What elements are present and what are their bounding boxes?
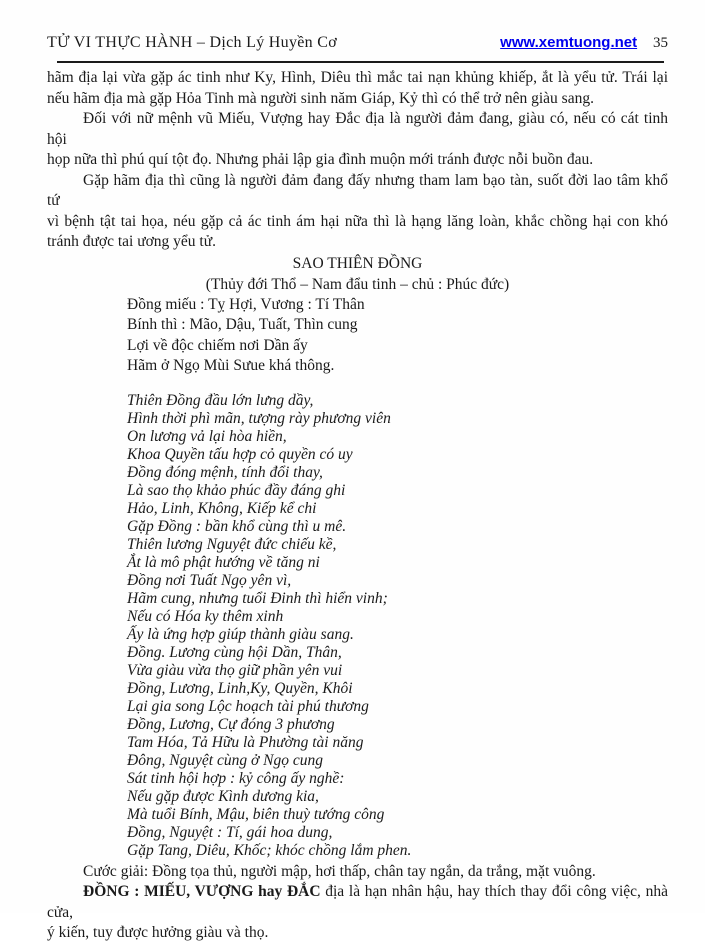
poem-line: Vừa giàu vừa thọ giữ phần yên vui xyxy=(127,661,343,679)
paragraph-line: họp nữa thì phú quí tột đọ. Nhưng phải lập gia đình muộn mới tránh được nỗi buồn đau. xyxy=(47,151,594,168)
poem-line: Sát tinh hội hợp : kỷ công ấy nghề: xyxy=(127,769,345,787)
poem-line: Nếu gặp được Kình dương kia, xyxy=(127,787,319,805)
poem-line: Nếu có Hóa ky thêm xinh xyxy=(127,607,284,625)
poem-line: Hảo, Linh, Không, Kiếp kể chi xyxy=(127,499,317,517)
poem-line: Là sao thọ khảo phúc đầy đáng ghi xyxy=(127,481,346,499)
poem-line: Đồng đóng mệnh, tính đổi thay, xyxy=(127,463,323,481)
paragraph-line: nếu hãm địa mà gặp Hỏa Tinh mà người sinh năm Giáp, Kỷ thì có thể trở nên giàu sang. xyxy=(47,89,594,107)
paragraph-2 xyxy=(47,109,668,171)
section-subtitle: (Thủy đới Thổ – Nam đẩu tinh – chủ : Phúc đức) xyxy=(205,275,510,293)
poem-line: Tam Hóa, Tả Hữu là Phường tài năng xyxy=(127,733,364,751)
paragraph-line: Gặp hãm địa thì cũng là người đảm đang đấy nhưng tham lam bạo tàn, suốt đời lao tâm khổ tứ xyxy=(47,171,668,209)
poem-line: Mà tuổi Bính, Mậu, biên thuỳ tướng công xyxy=(127,805,385,823)
paragraph-line: Đối với nữ mệnh vũ Miếu, Vượng hay Đắc địa là người đảm đang, giàu có, nếu có cát tinh hội xyxy=(47,110,668,148)
poem-line: Gặp Đồng : bần khổ cùng thì u mê. xyxy=(127,517,347,535)
paragraph-line: hãm địa lại vừa gặp ác tinh như Ky, Hình, Diêu thì mắc tai nạn khủng khiếp, ắt là yểu tử. Trái lại xyxy=(47,69,668,86)
website-link[interactable]: www.xemtuong.net xyxy=(500,34,638,51)
poem-line: Đồng. Lương cùng hội Dần, Thân, xyxy=(127,643,342,661)
poem-line: Đồng, Nguyệt : Tí, gái hoa dung, xyxy=(127,823,333,841)
poem-block xyxy=(127,392,668,860)
quatrain-line: Đồng miếu : Tỵ Hợi, Vương : Tí Thân xyxy=(127,295,365,313)
paragraph-text: địa là hạn nhân hậu, hay thích thay đổi công việc, nhà cửa, xyxy=(47,883,668,921)
paragraph-line: tránh được tai ương yểu tử. xyxy=(47,233,217,250)
header-right xyxy=(500,34,668,52)
quatrain-line: Hãm ở Ngọ Mùi Sưue khá thông. xyxy=(127,357,335,374)
quatrain-line: Lợi về độc chiếm nơi Dần ấy xyxy=(127,336,308,354)
poem-line: Hình thời phì mãn, tượng rày phương viên xyxy=(127,409,391,427)
star-name-lead: ĐỒNG : MIẾU, VƯỢNG hay ĐẮC xyxy=(83,883,326,900)
poem-line: Khoa Quyền tấu hợp cỏ quyền có uy xyxy=(127,445,353,463)
paragraph-line xyxy=(47,882,668,923)
book-title: TỬ VI THỰC HÀNH – Dịch Lý Huyền Cơ xyxy=(47,34,337,51)
poem-line: Thiên Đồng đầu lớn lưng dầy, xyxy=(127,391,314,409)
poem-line: On lương vả lại hòa hiền, xyxy=(127,427,287,445)
footnote-cuoc-giai: Cước giải: Đồng tọa thủ, người mập, hơi thấp, chân tay ngắn, da trắng, mặt vuông. xyxy=(83,862,596,880)
paragraph-line: vì bệnh tật tai họa, néu gặp cả ác tinh ám hại nữa thì là hạng lăng loàn, khắc chồng hại con khó xyxy=(47,212,668,230)
poem-line: Ắt là mô phật hướng về tăng ni xyxy=(127,553,320,571)
poem-line: Đồng, Lương, Linh,Ky, Quyền, Khôi xyxy=(127,679,353,697)
quatrain-block xyxy=(127,295,668,377)
page-header xyxy=(47,34,668,52)
poem-line: Thiên lương Nguyệt đức chiếu kề, xyxy=(127,535,337,553)
poem-line: Hãm cung, nhưng tuổi Đinh thì hiển vinh; xyxy=(127,589,388,607)
section-title: SAO THIÊN ĐỒNG xyxy=(292,254,423,272)
header-divider xyxy=(57,61,664,63)
paragraph-3 xyxy=(47,171,668,253)
poem-line: Đồng, Lương, Cự đóng 3 phương xyxy=(127,715,335,733)
poem-line: Đồng nơi Tuất Ngọ yên vì, xyxy=(127,571,292,589)
poem-line: Gặp Tang, Diêu, Khốc; khóc chồng lắm phen. xyxy=(127,841,412,859)
poem-line: Ấy là ứng hợp giúp thành giàu sang. xyxy=(127,625,354,643)
poem-line: Lại gia song Lộc hoạch tài phú thương xyxy=(127,697,369,715)
paragraph-line: ý kiến, tuy được hưởng giàu và thọ. xyxy=(47,924,269,941)
paragraph-1 xyxy=(47,68,668,109)
paragraph-dong xyxy=(47,882,668,944)
page-number: 35 xyxy=(653,35,668,51)
poem-line: Đông, Nguyệt cùng ở Ngọ cung xyxy=(127,751,323,769)
quatrain-line: Bính thì : Mão, Dậu, Tuất, Thìn cung xyxy=(127,316,358,333)
